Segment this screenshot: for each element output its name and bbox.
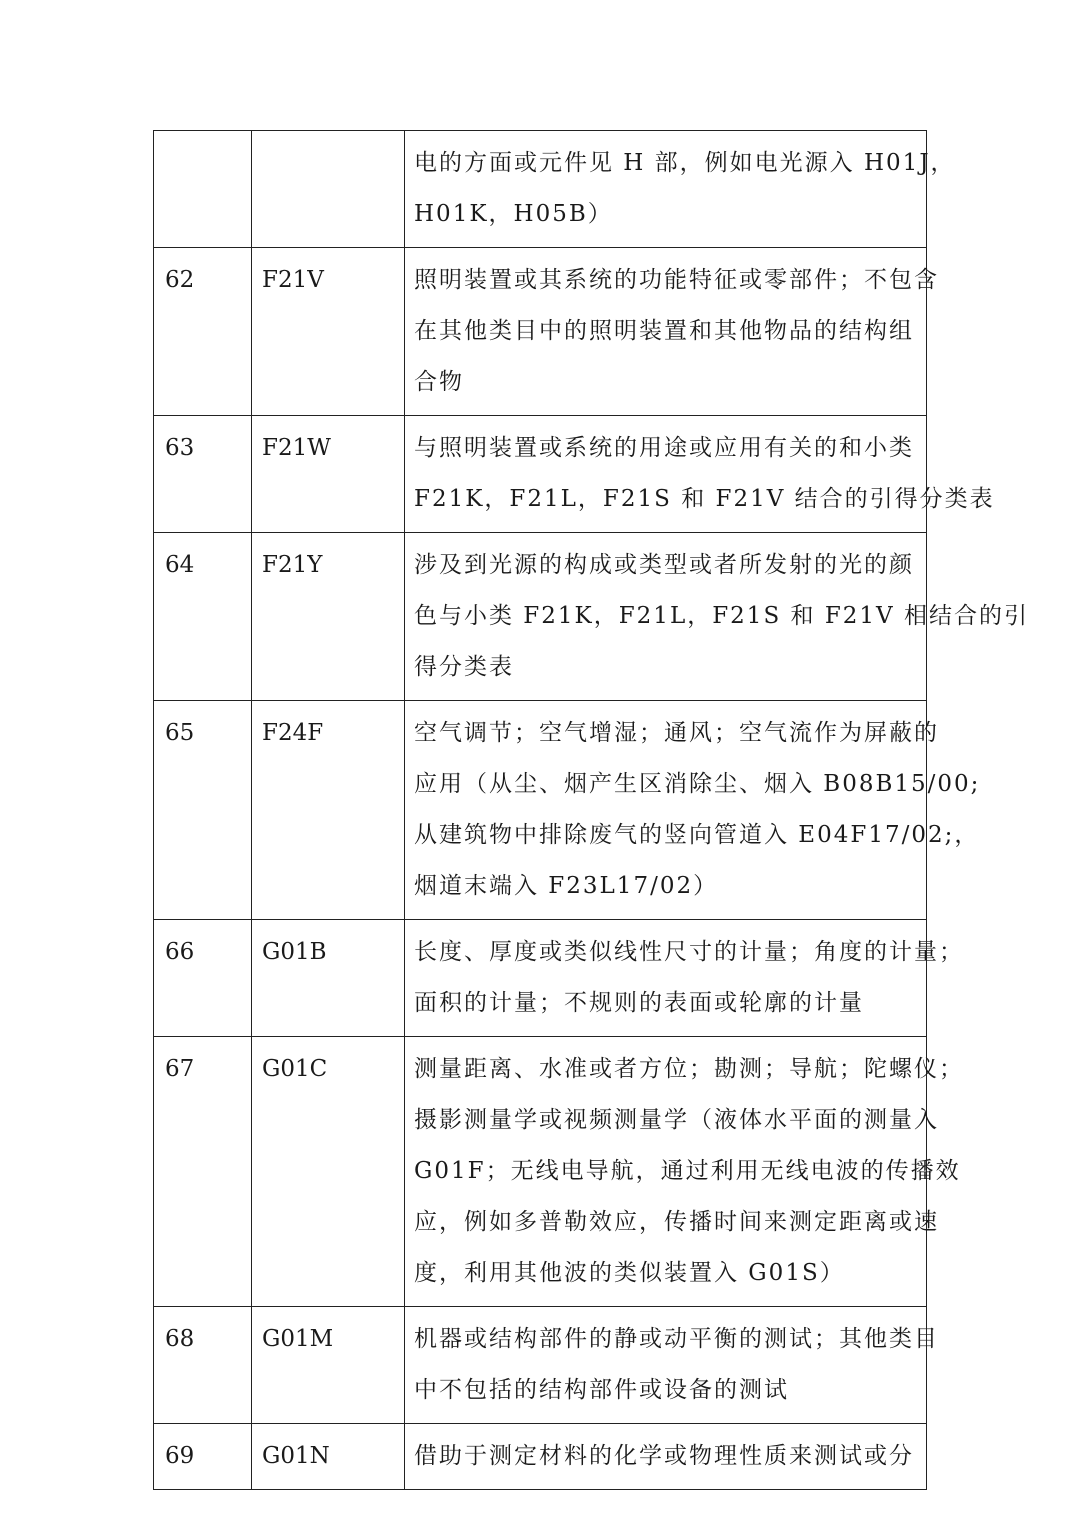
classification-description [405, 1037, 964, 1307]
description-line: 色与小类 F21K，F21L，F21S 和 F21V 相结合的引 [414, 603, 1029, 629]
description-line: 与照明装置或系统的用途或应用有关的和小类 [414, 435, 914, 461]
classification-code: F24F [252, 701, 405, 920]
row-number: 65 [154, 701, 252, 920]
table-body [154, 131, 1029, 1490]
row-number: 67 [154, 1037, 252, 1307]
classification-description [405, 248, 939, 416]
description-line: 测量距离、水准或者方位；勘测；导航；陀螺仪； [414, 1056, 964, 1082]
table-row [154, 1307, 927, 1424]
description-line: 长度、厚度或类似线性尺寸的计量；角度的计量； [414, 939, 964, 965]
classification-code: F21V [252, 248, 405, 416]
classification-description [405, 920, 964, 1037]
description-line: G01F；无线电导航，通过利用无线电波的传播效 [414, 1158, 961, 1184]
description-line: 烟道末端入 F23L17/02） [414, 873, 719, 899]
description-line: 从建筑物中排除废气的竖向管道入 E04F17/02;， [414, 822, 980, 848]
classification-code: G01N [252, 1424, 405, 1490]
description-line: 中不包括的结构部件或设备的测试 [414, 1377, 789, 1403]
table-row [154, 1037, 927, 1307]
table-row [154, 1424, 927, 1490]
description-line: 借助于测定材料的化学或物理性质来测试或分 [414, 1443, 914, 1469]
description-line: H01K，H05B） [414, 201, 613, 227]
table-row [154, 416, 927, 533]
row-number: 66 [154, 920, 252, 1037]
table-row [154, 701, 927, 920]
classification-description [405, 416, 995, 533]
description-line: 空气调节；空气增湿；通风；空气流作为屏蔽的 [414, 720, 939, 746]
classification-code: G01B [252, 920, 405, 1037]
description-line: 度，利用其他波的类似装置入 G01S） [414, 1260, 845, 1286]
description-line: 电的方面或元件见 H 部，例如电光源入 H01J， [414, 150, 956, 176]
row-number: 68 [154, 1307, 252, 1424]
description-line: 照明装置或其系统的功能特征或零部件；不包含 [414, 267, 939, 293]
description-line: 应，例如多普勒效应，传播时间来测定距离或速 [414, 1209, 939, 1235]
classification-description [405, 1424, 927, 1490]
row-number: 62 [154, 248, 252, 416]
classification-code: F21Y [252, 533, 405, 701]
description-line: 机器或结构部件的静或动平衡的测试；其他类目 [414, 1326, 939, 1352]
classification-description [405, 1307, 939, 1424]
row-number: 64 [154, 533, 252, 701]
row-number [154, 131, 252, 248]
description-line: 摄影测量学或视频测量学（液体水平面的测量入 [414, 1107, 939, 1133]
description-line: 涉及到光源的构成或类型或者所发射的光的颜 [414, 552, 914, 578]
description-line: 在其他类目中的照明装置和其他物品的结构组 [414, 318, 914, 344]
description-line: 面积的计量；不规则的表面或轮廓的计量 [414, 990, 864, 1016]
classification-description [405, 701, 981, 920]
table-row [154, 248, 927, 416]
description-line: 应用（从尘、烟产生区消除尘、烟入 B08B15/00; [414, 771, 981, 797]
classification-description [405, 533, 1029, 701]
classification-code [252, 131, 405, 248]
table-row [154, 920, 927, 1037]
row-number: 63 [154, 416, 252, 533]
table-row [154, 131, 927, 248]
description-line: 合物 [414, 369, 464, 395]
row-number: 69 [154, 1424, 252, 1490]
classification-code: F21W [252, 416, 405, 533]
description-line: 得分类表 [414, 654, 514, 680]
classification-table [153, 130, 1029, 1490]
classification-description [405, 131, 956, 248]
description-line: F21K，F21L，F21S 和 F21V 结合的引得分类表 [414, 486, 995, 512]
table-row [154, 533, 927, 701]
classification-code: G01M [252, 1307, 405, 1424]
classification-code: G01C [252, 1037, 405, 1307]
